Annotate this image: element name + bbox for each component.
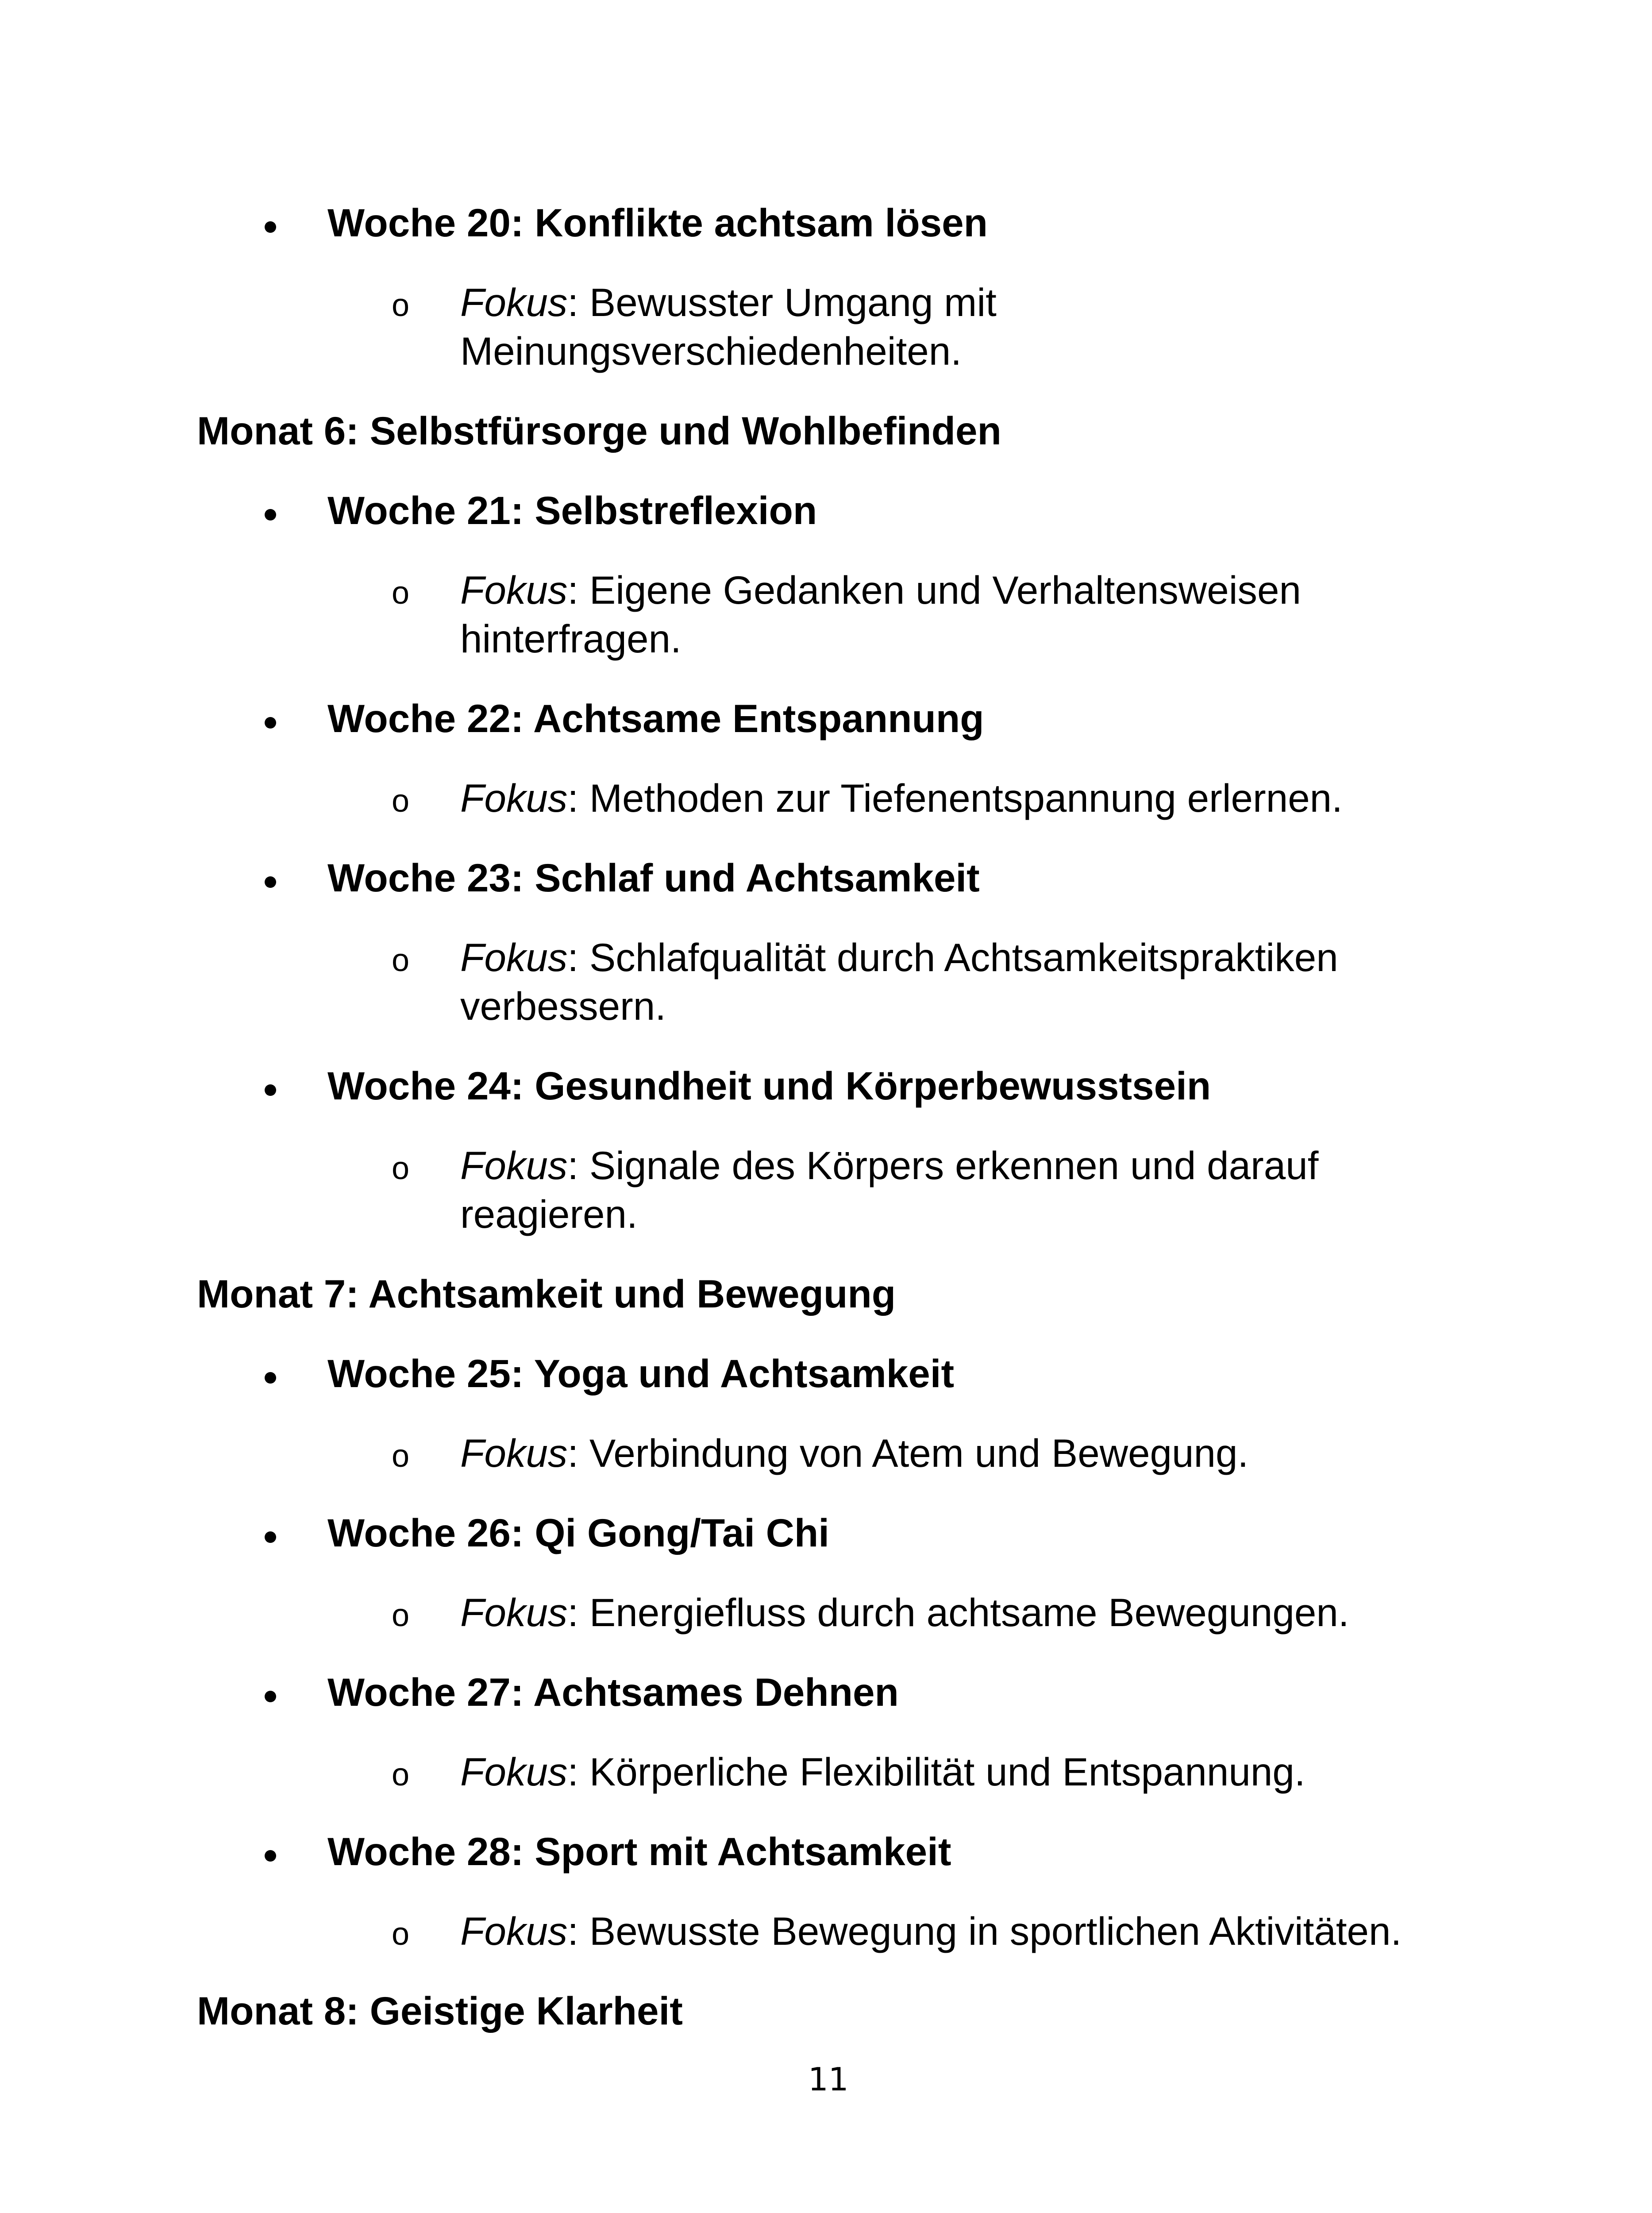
bullet-dot-icon bbox=[265, 717, 276, 729]
focus-text bbox=[460, 1747, 1305, 1796]
bullet-dot-icon bbox=[265, 509, 276, 520]
focus-line-2: hinterfragen. bbox=[460, 617, 682, 661]
focus-label: Fokus bbox=[460, 1431, 568, 1475]
bullet-dot-icon bbox=[265, 1084, 276, 1096]
bullet-circle-icon: o bbox=[392, 288, 410, 323]
bullet-circle-icon: o bbox=[392, 575, 410, 611]
focus-line-1: : Eigene Gedanken und Verhaltensweisen bbox=[567, 568, 1301, 612]
focus-label: Fokus bbox=[460, 1590, 568, 1635]
week-heading: Woche 24: Gesundheit und Körperbewusstsein bbox=[327, 1064, 1211, 1108]
bullet-circle-icon: o bbox=[392, 1757, 410, 1793]
focus-text bbox=[460, 1429, 1248, 1477]
page-number: 11 bbox=[808, 2061, 849, 2098]
focus-line-1: : Energiefluss durch achtsame Bewegungen. bbox=[567, 1590, 1349, 1635]
focus-text bbox=[460, 933, 1338, 982]
focus-text bbox=[460, 1907, 1402, 1955]
focus-line-1: : Verbindung von Atem und Bewegung. bbox=[567, 1431, 1249, 1475]
week-heading: Woche 26: Qi Gong/Tai Chi bbox=[327, 1511, 830, 1555]
week-heading: Woche 21: Selbstreflexion bbox=[327, 488, 817, 532]
month-heading: Monat 7: Achtsamkeit und Bewegung bbox=[197, 1272, 896, 1316]
focus-line-1: : Bewusste Bewegung in sportlichen Aktivitäten. bbox=[567, 1909, 1402, 1953]
week-heading: Woche 20: Konflikte achtsam lösen bbox=[327, 200, 988, 245]
bullet-circle-icon: o bbox=[392, 1598, 410, 1633]
focus-line-1: : Methoden zur Tiefenentspannung erlernen. bbox=[567, 776, 1343, 820]
focus-line-1: : Körperliche Flexibilität und Entspannung. bbox=[567, 1750, 1305, 1794]
focus-text bbox=[460, 278, 997, 327]
bullet-circle-icon: o bbox=[392, 1916, 410, 1952]
bullet-dot-icon bbox=[265, 1691, 276, 1702]
focus-line-1: : Schlafqualität durch Achtsamkeitspraktiken bbox=[567, 935, 1338, 979]
focus-label: Fokus bbox=[460, 1143, 568, 1187]
bullet-circle-icon: o bbox=[392, 943, 410, 978]
focus-label: Fokus bbox=[460, 1750, 568, 1794]
month-heading: Monat 6: Selbstfürsorge und Wohlbefinden bbox=[197, 409, 1001, 453]
focus-line-2: reagieren. bbox=[460, 1192, 638, 1236]
month-heading: Monat 8: Geistige Klarheit bbox=[197, 1989, 683, 2033]
week-heading: Woche 28: Sport mit Achtsamkeit bbox=[327, 1829, 951, 1874]
bullet-dot-icon bbox=[265, 1372, 276, 1384]
focus-line-1: : Signale des Körpers erkennen und darauf bbox=[567, 1143, 1319, 1187]
focus-line-2: Meinungsverschiedenheiten. bbox=[460, 329, 962, 373]
focus-label: Fokus bbox=[460, 568, 568, 612]
bullet-dot-icon bbox=[265, 221, 276, 233]
focus-text bbox=[460, 1588, 1349, 1637]
focus-label: Fokus bbox=[460, 280, 568, 324]
focus-line-2: verbessern. bbox=[460, 984, 666, 1028]
bullet-circle-icon: o bbox=[392, 1438, 410, 1474]
focus-label: Fokus bbox=[460, 935, 568, 979]
bullet-circle-icon: o bbox=[392, 1151, 410, 1186]
bullet-dot-icon bbox=[265, 1850, 276, 1862]
week-heading: Woche 27: Achtsames Dehnen bbox=[327, 1670, 899, 1714]
week-heading: Woche 22: Achtsame Entspannung bbox=[327, 696, 984, 740]
focus-label: Fokus bbox=[460, 1909, 568, 1953]
week-heading: Woche 25: Yoga und Achtsamkeit bbox=[327, 1351, 955, 1396]
focus-label: Fokus bbox=[460, 776, 568, 820]
focus-text bbox=[460, 774, 1343, 822]
bullet-circle-icon: o bbox=[392, 783, 410, 819]
bullet-dot-icon bbox=[265, 1531, 276, 1543]
week-heading: Woche 23: Schlaf und Achtsamkeit bbox=[327, 856, 980, 900]
focus-line-1: : Bewusster Umgang mit bbox=[567, 280, 997, 324]
focus-text bbox=[460, 1141, 1318, 1190]
bullet-dot-icon bbox=[265, 876, 276, 888]
focus-text bbox=[460, 566, 1301, 614]
